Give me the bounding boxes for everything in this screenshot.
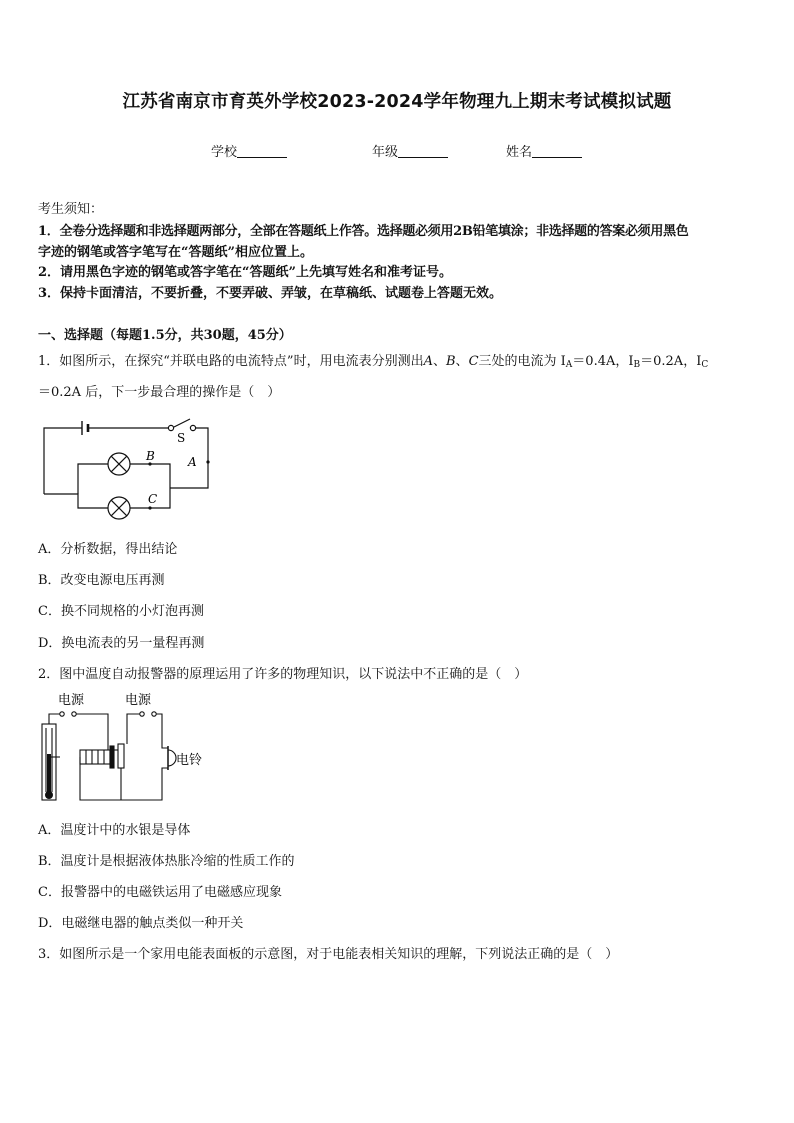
q1-sub-a: A — [565, 360, 573, 370]
q1-var-b: B — [445, 354, 456, 369]
grade-label: 年级 — [372, 145, 399, 160]
grade-field — [372, 141, 448, 160]
switch-label-s: S — [177, 431, 186, 445]
parallel-circuit-diagram — [38, 414, 218, 526]
point-label-c: C — [148, 492, 158, 506]
q1-text-a: 1．如图所示，在探究“并联电路的电流特点”时，用电流表分别测出 — [38, 354, 424, 369]
name-field — [506, 141, 582, 160]
q2-option-a: A．温度计中的水银是导体 — [38, 823, 191, 838]
q1-text-c: ＝0.4A，I — [572, 354, 634, 369]
q2-option-d: D．电磁继电器的触点类似一种开关 — [38, 916, 244, 931]
q1-option-d: D．换电流表的另一量程再测 — [38, 636, 205, 651]
q1-text-d: ＝0.2A，I — [640, 354, 702, 369]
q1-sep-2: 、 — [455, 354, 469, 369]
notice-heading: 考生须知： — [38, 202, 104, 217]
name-blank — [532, 144, 582, 158]
q1-sub-b: B — [633, 360, 641, 370]
q1-option-a: A．分析数据，得出结论 — [38, 542, 178, 557]
school-blank — [237, 144, 287, 158]
q1-option-c: C．换不同规格的小灯泡再测 — [38, 604, 204, 619]
notice-item-3: 3．保持卡面清洁，不要折叠，不要弄破、弄皱，在草稿纸、试题卷上答题无效。 — [38, 286, 503, 301]
point-label-b: B — [146, 449, 155, 463]
page-title: 江苏省南京市育英外学校2023-2024学年物理九上期末考试模拟试题 — [122, 92, 672, 112]
notice-item-1: 1．全卷分选择题和非选择题两部分，全部在答题纸上作答。选择题必须用2B铅笔填涂；非选择题的答案必须用黑色 — [38, 224, 689, 239]
q1-option-b: B．改变电源电压再测 — [38, 573, 165, 588]
q2-option-b: B．温度计是根据液体热胀冷缩的性质工作的 — [38, 854, 295, 869]
school-field — [211, 141, 287, 160]
question-1-line-2: ＝0.2A 后，下一步最合理的操作是（ ） — [38, 385, 281, 400]
q1-var-c: C — [468, 354, 479, 369]
notice-item-2: 2．请用黑色字迹的钢笔或答字笔在“答题纸”上先填写姓名和准考证号。 — [38, 265, 453, 280]
school-label: 学校 — [211, 145, 238, 160]
notice-item-1-cont: 字迹的钢笔或答字笔写在“答题纸”相应位置上。 — [38, 245, 313, 260]
question-1-text — [38, 353, 708, 374]
question-3-text: 3．如图所示是一个家用电能表面板的示意图，对于电能表相关知识的理解，下列说法正确的是（ ） — [38, 947, 619, 962]
name-label: 姓名 — [506, 145, 533, 160]
power-label-2: 电源 — [125, 693, 152, 708]
q1-sep-1: 、 — [432, 354, 446, 369]
bell-label: 电铃 — [176, 753, 203, 768]
grade-blank — [398, 144, 448, 158]
q1-var-a: A — [423, 354, 433, 369]
q2-option-c: C．报警器中的电磁铁运用了电磁感应现象 — [38, 885, 282, 900]
point-label-a: A — [188, 455, 197, 469]
question-2-text: 2．图中温度自动报警器的原理运用了许多的物理知识，以下说法中不正确的是（ ） — [38, 667, 528, 682]
q1-text-b: 三处的电流为 I — [478, 354, 566, 369]
power-label-1: 电源 — [58, 693, 85, 708]
temperature-alarm-diagram — [38, 688, 213, 812]
section-heading: 一、选择题（每题1.5分，共30题，45分） — [38, 328, 292, 343]
q1-sub-c: C — [701, 360, 709, 370]
